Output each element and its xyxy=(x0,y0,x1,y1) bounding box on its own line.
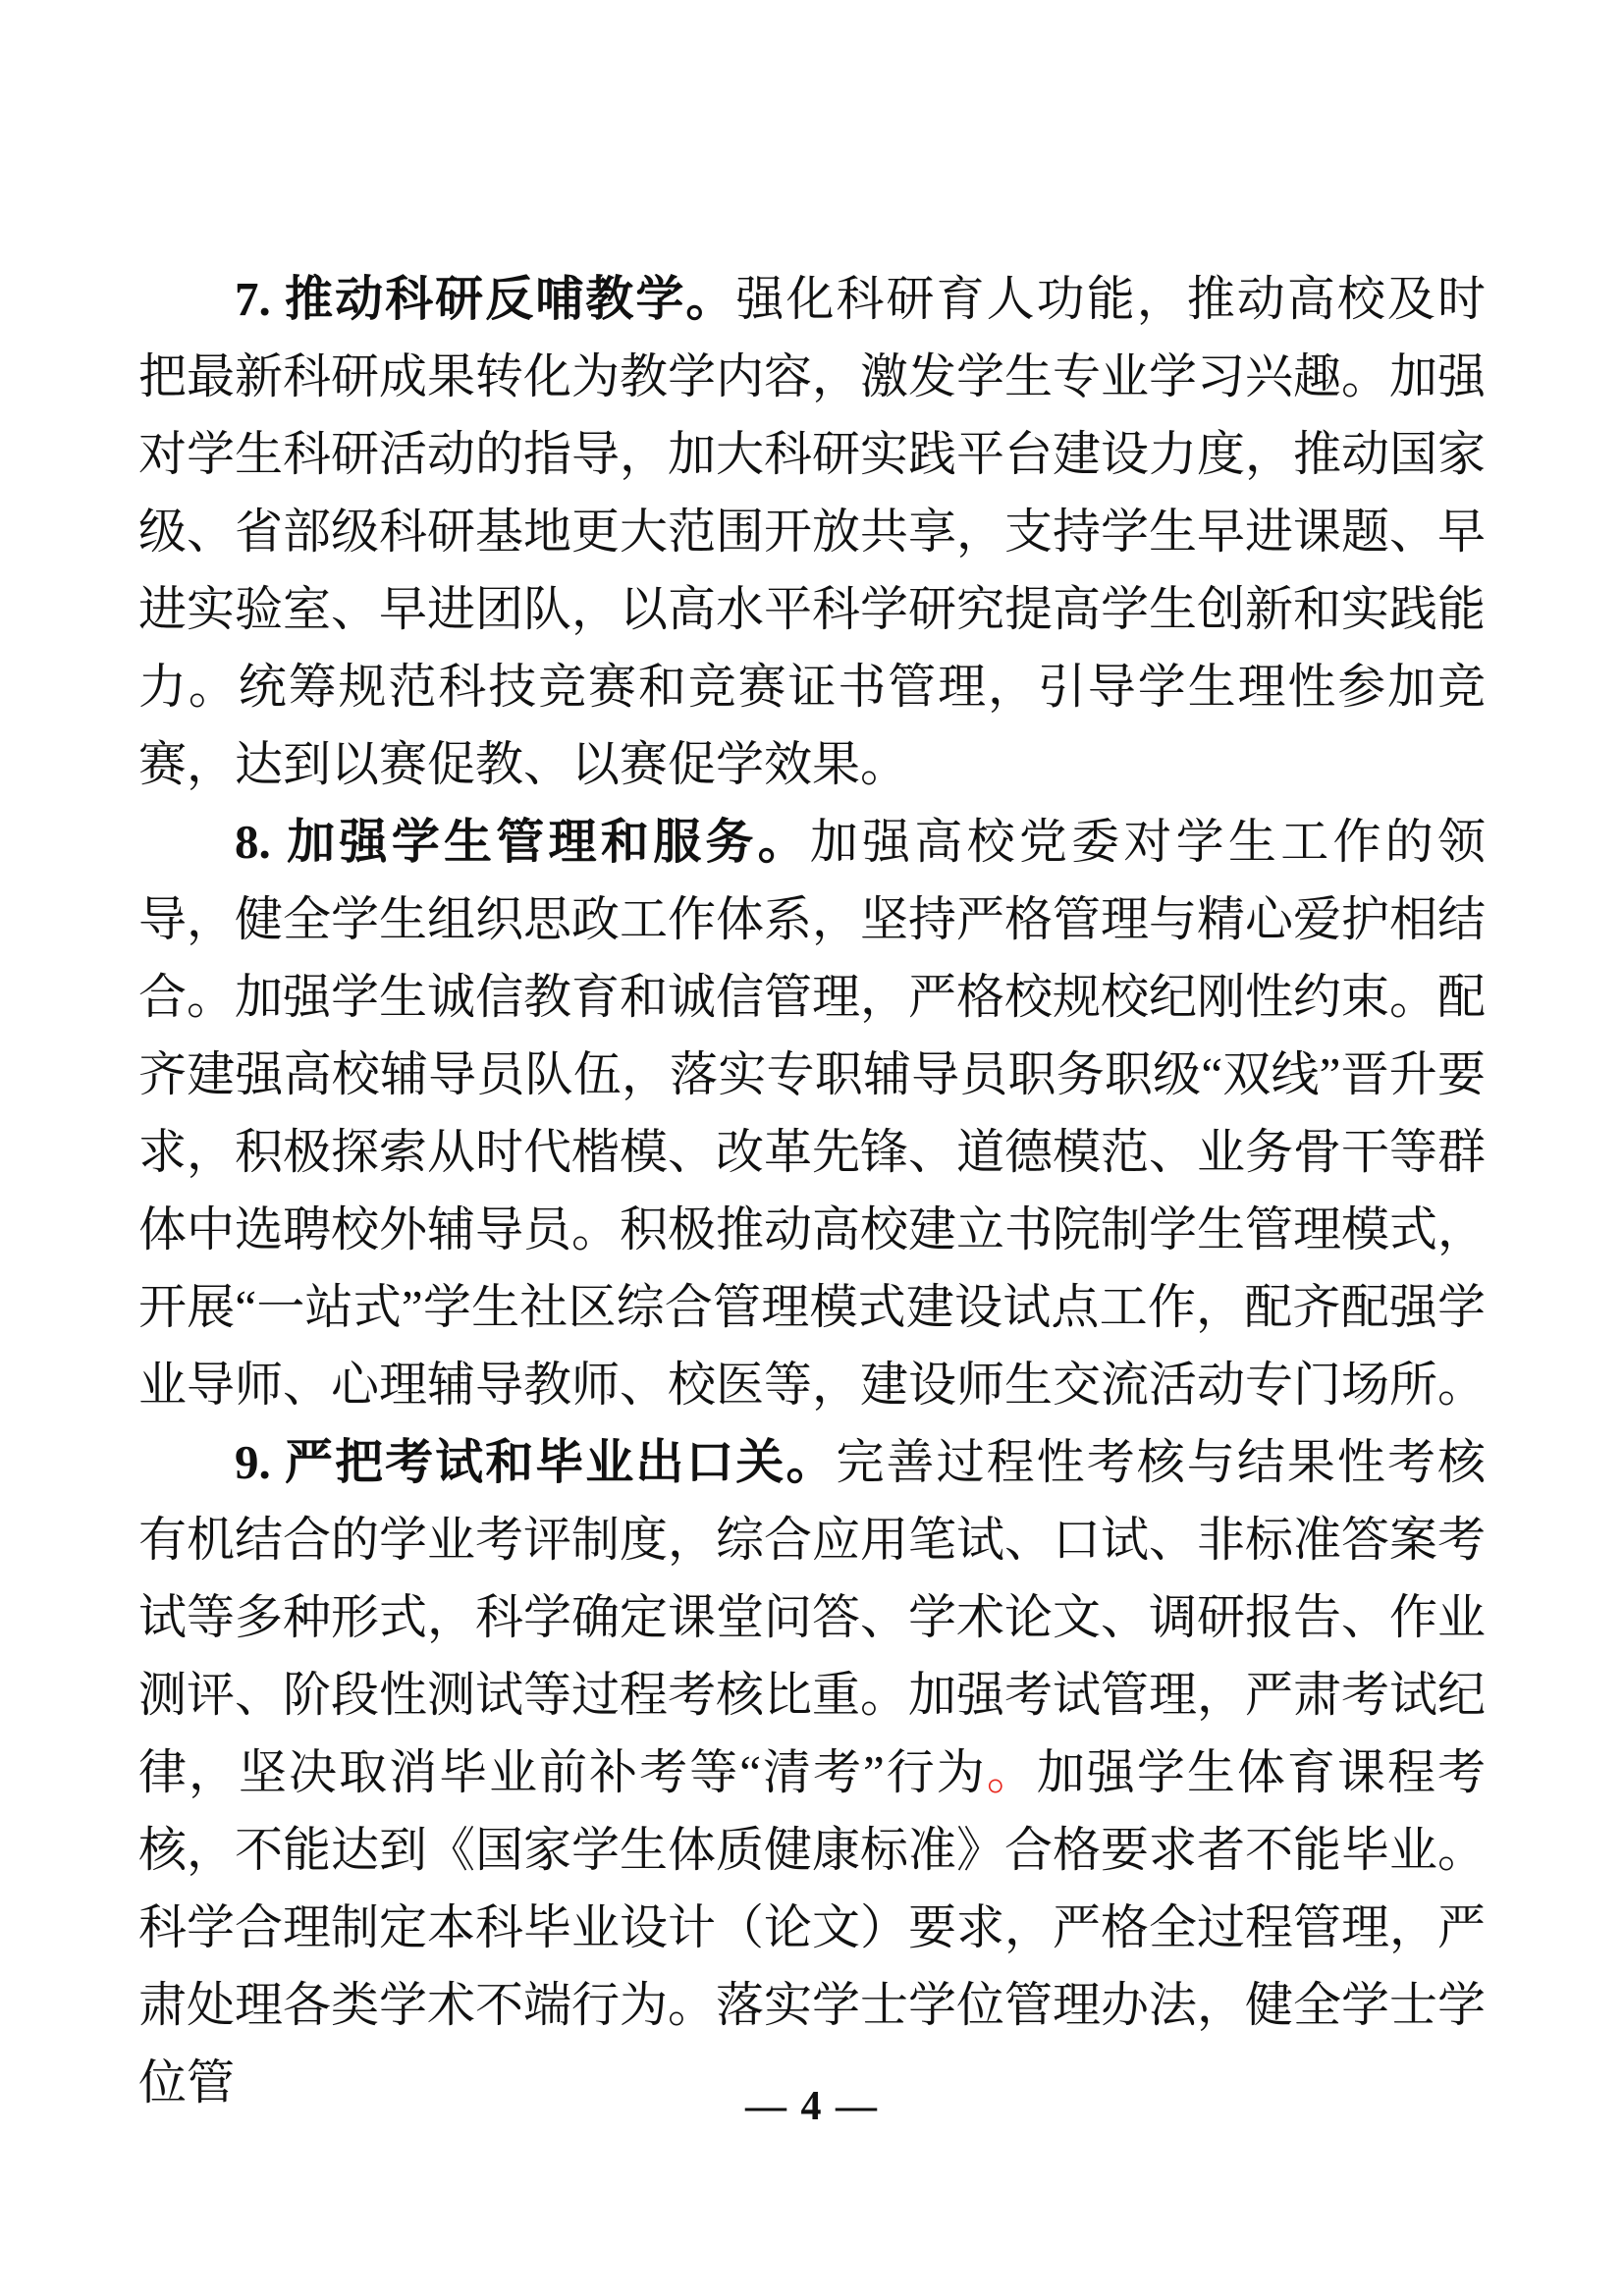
document-body xyxy=(138,260,1486,2121)
paragraph-9-red-period: 。 xyxy=(986,1745,1037,1799)
paragraph-7-heading: 7. 推动科研反哺教学。 xyxy=(235,272,736,326)
paragraph-9-body-part1: 完善过程性考核与结果性考核有机结合的学业考评制度，综合应用笔试、口试、非标准答案考试等多种形式，科学确定课堂问答、学术论文、调研报告、作业测评、阶段性测试等过程考核比重。加强考试管理，严肃考试纪律，坚决取消毕业前补考等“清考”行为 xyxy=(138,1435,1487,1799)
paragraph-9-heading: 9. 严把考试和毕业出口关。 xyxy=(235,1435,837,1489)
paragraph-8-heading: 8. 加强学生管理和服务。 xyxy=(235,815,810,869)
paragraph-7 xyxy=(138,260,1486,803)
paragraph-9 xyxy=(138,1423,1486,2121)
paragraph-8 xyxy=(138,803,1486,1423)
paragraph-9-body-part2: 加强学生体育课程考核，不能达到《国家学生体质健康标准》合格要求者不能毕业。科学合理制定本科毕业设计（论文）要求，严格全过程管理，严肃处理各类学术不端行为。落实学士学位管理办法，健全学士学位管 xyxy=(138,1745,1487,2109)
page-number-text: — 4 — xyxy=(745,2084,879,2129)
paragraph-7-body: 强化科研育人功能，推动高校及时把最新科研成果转化为教学内容，激发学生专业学习兴趣。加强对学生科研活动的指导，加大科研实践平台建设力度，推动国家级、省部级科研基地更大范围开放共享，支持学生早进课题、早进实验室、早进团队，以高水平科学研究提高学生创新和实践能力。统筹规范科技竞赛和竞赛证书管理，引导学生理性参加竞赛，达到以赛促教、以赛促学效果。 xyxy=(138,272,1487,791)
page-number xyxy=(0,2083,1624,2130)
paragraph-8-body: 加强高校党委对学生工作的领导，健全学生组织思政工作体系，坚持严格管理与精心爱护相结合。加强学生诚信教育和诚信管理，严格校规校纪刚性约束。配齐建强高校辅导员队伍，落实专职辅导员职务职级“双线”晋升要求，积极探索从时代楷模、改革先锋、道德模范、业务骨干等群体中选聘校外辅导员。积极推动高校建立书院制学生管理模式，开展“一站式”学生社区综合管理模式建设试点工作，配齐配强学业导师、心理辅导教师、校医等，建设师生交流活动专门场所。 xyxy=(138,815,1487,1412)
